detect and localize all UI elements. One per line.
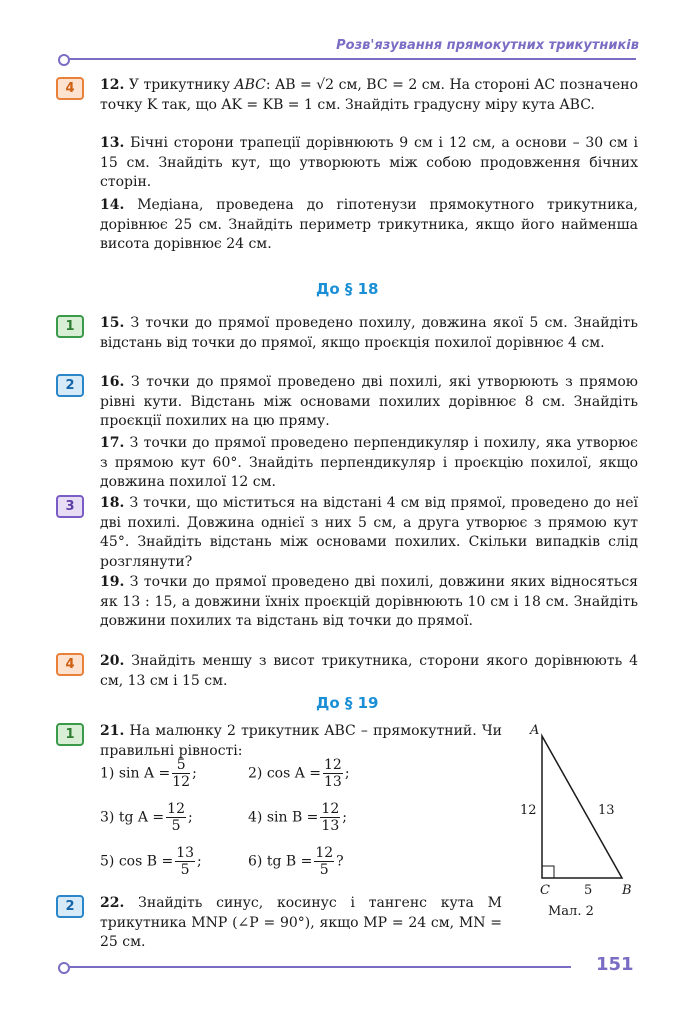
problem-21: 21. На малюнку 2 трикутник ABC – прямокутний. Чи правильні рівності: xyxy=(100,723,502,759)
problem-12: 12. У трикутнику ABC: AB = √2 см, BC = 2 см. На стороні AC позначено точку K так, що AK = KB = 1 см. Знайдіть градусну міру кута ABC. xyxy=(100,77,638,113)
level-badge-4: 4 xyxy=(56,77,84,100)
footer-rule xyxy=(66,966,571,968)
vertex-c: C xyxy=(540,883,550,898)
equality-5: 5) cos B = $\frac{13}{5}$ ; xyxy=(100,845,202,878)
side-ac-label: 12 xyxy=(520,803,537,818)
equality-6: 6) tg B = $\frac{12}{5}$ ? xyxy=(248,845,344,878)
section-heading-19: До § 19 xyxy=(316,694,379,712)
page-number: 151 xyxy=(596,954,634,975)
level-badge-3: 3 xyxy=(56,495,84,518)
side-ab-label: 13 xyxy=(598,803,615,818)
equality-4: 4) sin B = $\frac{12}{13}$ ; xyxy=(248,801,347,834)
equality-1: 1) sin A = $\frac{5}{12}$ ; xyxy=(100,757,197,790)
section-heading-18: До § 18 xyxy=(316,280,379,298)
header-dot xyxy=(58,54,70,66)
level-badge-1: 1 xyxy=(56,315,84,338)
vertex-b: B xyxy=(622,883,632,898)
problem-13: 13. Бічні сторони трапеції дорівнюють 9 см і 12 см, а основи – 30 см і 15 см. Знайдіть кут, що утворюють між собою продовження бічних сторін. xyxy=(100,135,638,190)
problem-18: 18. З точки, що міститься на відстані 4 см від прямої, проведено до неї дві похилі. Довжина однієї з них 5 см, а друга утворює з прямою кут 45°. Знайдіть відстань між основами похилих. Скільки випадків слід розглянути? xyxy=(100,495,638,570)
header-rule xyxy=(66,58,636,60)
problem-16: 16. З точки до прямої проведено дві похилі, які утворюють з прямою рівні кути. Відстань між основами похилих дорівнює 8 см. Знайдіть проєкції похилих на цю пряму. xyxy=(100,374,638,429)
level-badge-2: 2 xyxy=(56,895,84,918)
vertex-a: A xyxy=(530,723,540,738)
equality-2: 2) cos A = $\frac{12}{13}$ ; xyxy=(248,757,350,790)
footer-dot xyxy=(58,962,70,974)
problem-17: 17. З точки до прямої проведено перпендикуляр і похилу, яка утворює з прямою кут 60°. Знайдіть перпендикуляр і проєкцію похилої, якщо довжина похилої 12 см. xyxy=(100,435,638,490)
problem-14: 14. Медіана, проведена до гіпотенузи прямокутного трикутника, дорівнює 25 см. Знайдіть периметр трикутника, якщо його найменша висота дорівнює 24 см. xyxy=(100,197,638,252)
problem-20: 20. Знайдіть меншу з висот трикутника, сторони якого дорівнюють 4 см, 13 см і 15 см. xyxy=(100,653,638,689)
problem-15: 15. З точки до прямої проведено похилу, довжина якої 5 см. Знайдіть відстань від точки до прямої, якщо проєкція похилої дорівнює 4 см. xyxy=(100,315,638,351)
level-badge-1: 1 xyxy=(56,723,84,746)
level-badge-2: 2 xyxy=(56,374,84,397)
right-angle-mark xyxy=(542,866,554,878)
figure-caption: Мал. 2 xyxy=(548,904,594,919)
problem-22: 22. Знайдіть синус, косинус і тангенс кута M трикутника MNP (∠P = 90°), якщо MP = 24 см, MN = 25 см. xyxy=(100,895,502,950)
side-cb-label: 5 xyxy=(584,883,593,898)
level-badge-4: 4 xyxy=(56,653,84,676)
figure-right-triangle xyxy=(518,722,648,912)
equality-3: 3) tg A = $\frac{12}{5}$ ; xyxy=(100,801,193,834)
page-header-title: Розв'язування прямокутних трикутників xyxy=(336,38,639,53)
problem-19: 19. З точки до прямої проведено дві похилі, довжини яких відносяться як 13 : 15, а довжини їхніх проєкцій дорівнюють 10 см і 18 см. Знайдіть довжини похилих та відстань від точки до прямої. xyxy=(100,574,638,629)
